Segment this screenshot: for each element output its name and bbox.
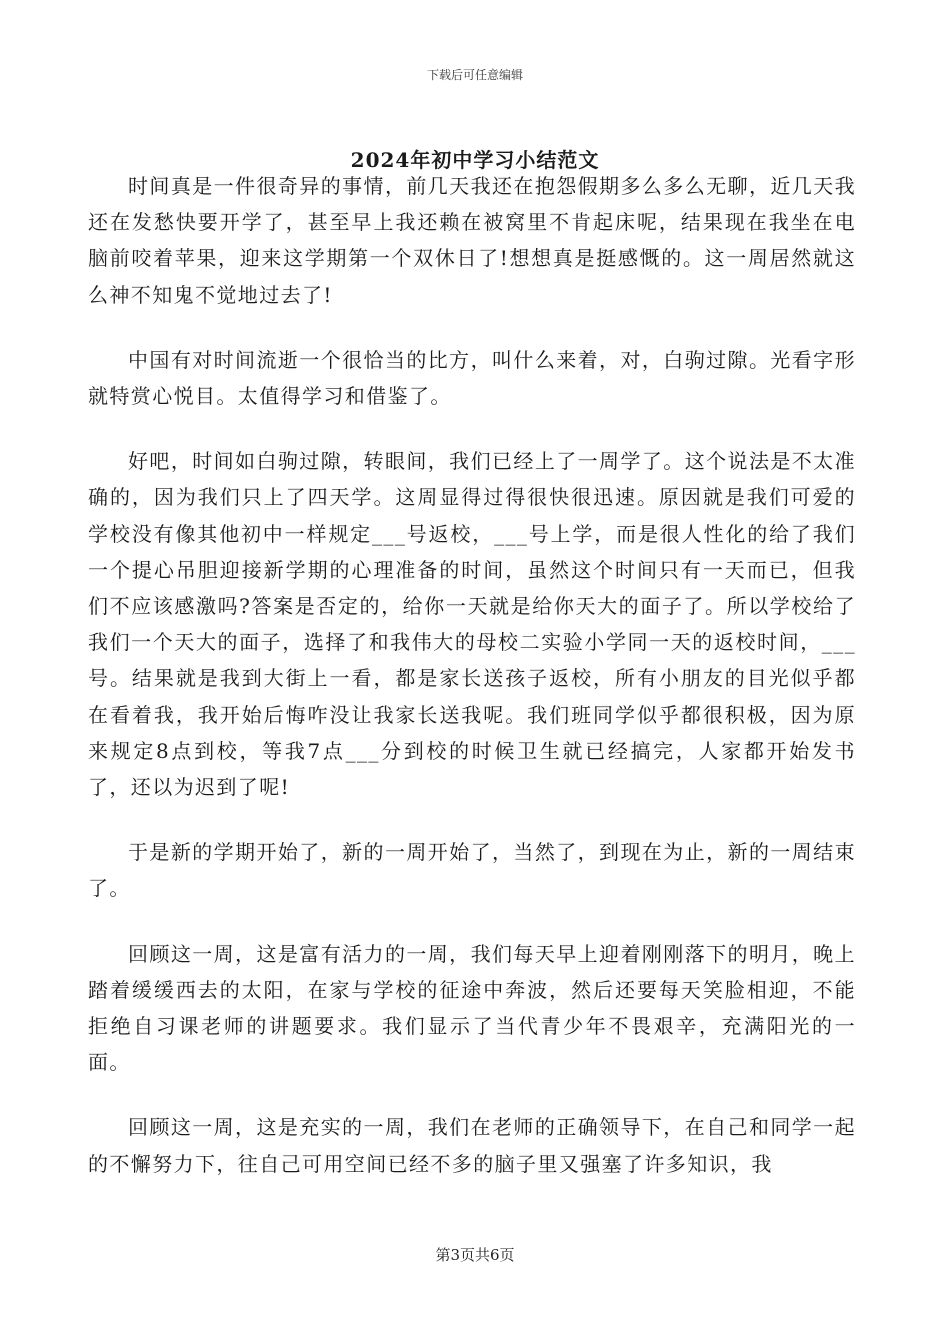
page-indicator: 第3页共6页 [435,1246,515,1264]
paragraph: 时间真是一件很奇异的事情，前几天我还在抱怨假期多么多么无聊，近几天我还在发愁快要开学了，甚至早上我还赖在被窝里不肯起床呢，结果现在我坐在电脑前咬着苹果，迎来这学期第一个双休日了!想想真是挺感慨的。这一周居然就这么神不知鬼不觉地过去了! [88,174,856,307]
document-title: 2024年初中学习小结范文 [350,148,600,172]
paragraph: 回顾这一周，这是充实的一周，我们在老师的正确领导下，在自己和同学一起的不懈努力下，往自己可用空间已经不多的脑子里又强塞了许多知识，我 [88,1115,856,1176]
document-body [88,168,856,1211]
header-note: 下载后可任意编辑 [426,68,523,82]
paragraph: 回顾这一周，这是富有活力的一周，我们每天早上迎着刚刚落下的明月，晚上踏着缓缓西去的太阳，在家与学校的征途中奔波，然后还要每天笑脸相迎，不能拒绝自习课老师的讲题要求。我们显示了当代青少年不畏艰辛，充满阳光的一面。 [88,941,856,1075]
paragraph: 中国有对时间流逝一个很恰当的比方，叫什么来着，对，白驹过隙。光看字形就特赏心悦目。太值得学习和借鉴了。 [88,347,856,409]
paragraph: 好吧，时间如白驹过隙，转眼间，我们已经上了一周学了。这个说法是不太准确的，因为我们只上了四天学。这周显得过得很快很迅速。原因就是我们可爱的学校没有像其他初中一样规定___号返校，___号上学，而是很人性化的给了我们一个提心吊胆迎接新学期的心理准备的时间，虽然这个时间只有一天而已，但我们不应该感激吗?答案是否定的，给你一天就是给你天大的面子了。所以学校给了我们一个天大的面子，选择了和我伟大的母校二实验小学同一天的返校时间，___号。结果就是我到大街上一看，都是家长送孩子返校，所有小朋友的目光似乎都在看着我，我开始后悔咋没让我家长送我呢。我们班同学似乎都很积极，因为原来规定8点到校，等我7点___分到校的时候卫生就已经搞完，人家都开始发书了，还以为迟到了呢! [88,449,856,800]
paragraph: 于是新的学期开始了，新的一周开始了，当然了，到现在为止，新的一周结束了。 [88,840,856,901]
